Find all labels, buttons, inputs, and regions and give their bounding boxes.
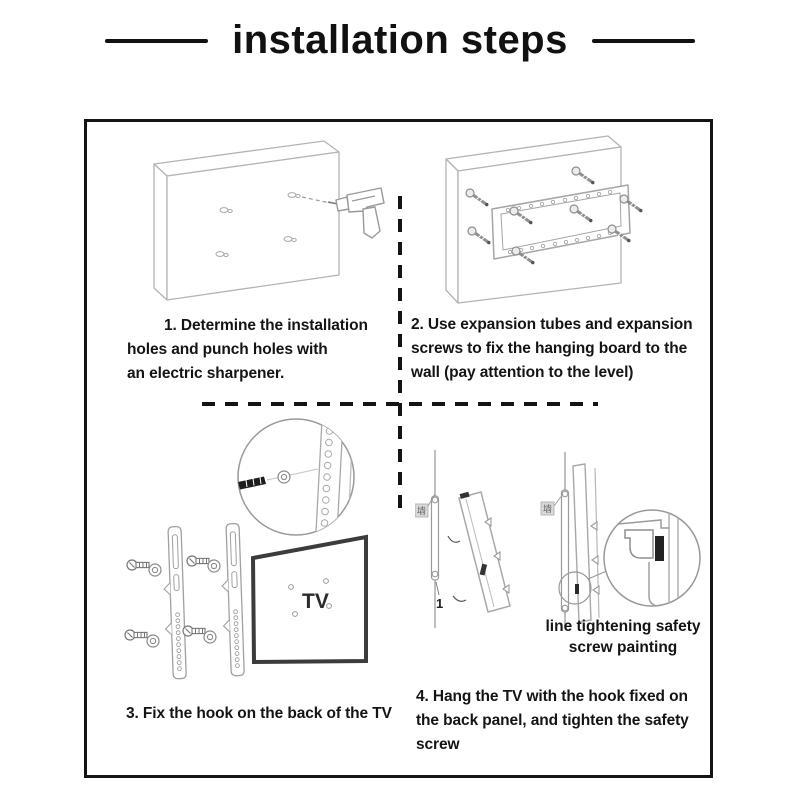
wall-tag-right-label: 墙 <box>543 505 553 515</box>
step1-text <box>127 314 368 386</box>
step1-illustration <box>112 138 397 316</box>
tv-back-panel <box>253 537 366 662</box>
wall-panel <box>154 141 339 300</box>
step2-illustration <box>428 133 706 315</box>
tv-flush-panel <box>573 464 599 622</box>
hook-number-label: 1 <box>436 596 444 611</box>
caption-line: line tightening safety <box>545 618 701 635</box>
step4-line: screw <box>416 736 460 753</box>
caption-line: screw painting <box>568 639 678 656</box>
step1-line: an electric sharpener. <box>127 365 285 382</box>
step4-text <box>416 685 689 757</box>
washer-icon <box>278 471 290 483</box>
step3-line: 3. Fix the hook on the back of the TV <box>126 705 392 722</box>
title-row <box>0 18 800 63</box>
hook-bracket-left <box>162 526 186 679</box>
step2-line: screws to fix the hanging board to the <box>411 340 688 357</box>
step2-text <box>411 313 693 385</box>
safety-screw-caption <box>528 616 718 658</box>
step3-illustration <box>110 415 410 690</box>
wall-tag-left-label: 墙 <box>417 507 427 517</box>
step2-line: 2. Use expansion tubes and expansion <box>411 316 693 333</box>
hang-start-view <box>415 450 510 628</box>
step1-line: holes and punch holes with <box>127 341 328 358</box>
safety-screw <box>655 536 664 561</box>
tv-tilted-panel <box>448 492 510 612</box>
hang-done-view <box>541 452 700 626</box>
step1-line: 1. Determine the installation <box>164 317 368 334</box>
step3-text <box>126 702 392 726</box>
step4-line: 4. Hang the TV with the hook fixed on <box>416 688 688 705</box>
hook-bracket-right <box>220 523 244 676</box>
title-dash-left <box>105 39 208 43</box>
step2-line: wall (pay attention to the level) <box>411 364 634 381</box>
tv-label: TV <box>302 590 329 613</box>
title-dash-right <box>592 39 695 43</box>
step4-line: the back panel, and tighten the safety <box>416 712 689 729</box>
page-title: installation steps <box>232 18 568 62</box>
